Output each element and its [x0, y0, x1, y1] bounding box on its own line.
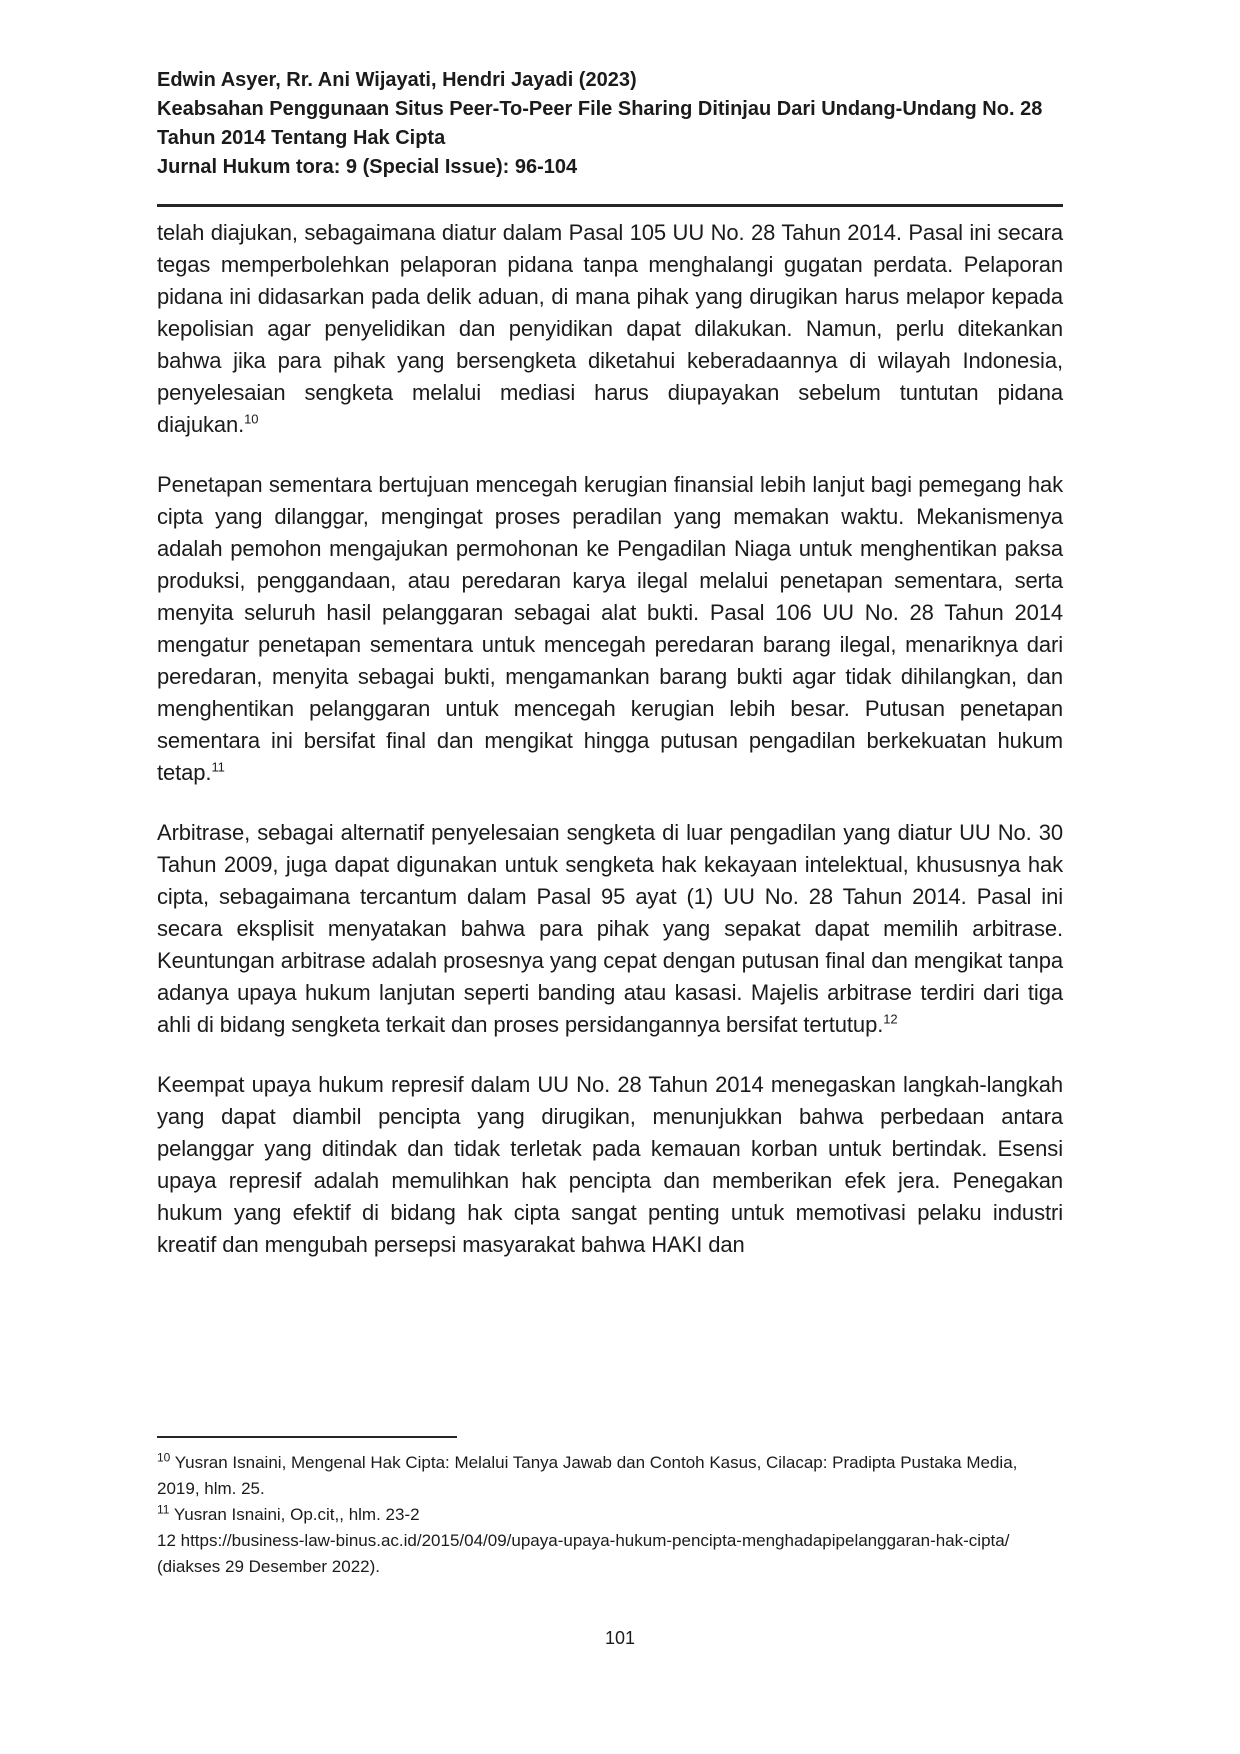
footnote-marker: 11 [157, 1502, 170, 1517]
paper-title: Keabsahan Penggunaan Situs Peer-To-Peer File Sharing Ditinjau Dari Undang-Undang No. 28 Tahun 2014 Tentang Hak Cipta [157, 98, 1043, 149]
footnote-reference: 10 [244, 411, 259, 427]
body-paragraph: Penetapan sementara bertujuan mencegah kerugian finansial lebih lanjut bagi pemegang hak cipta yang dilanggar, mengingat proses peradilan yang memakan waktu. Mekanismenya adalah pemohon mengajukan permohonan ke Pengadilan Niaga untuk menghentikan paksa produksi, penggandaan, atau peredaran karya ilegal melalui penetapan sementara, serta menyita seluruh hasil pelanggaran sebagai alat bukti. Pasal 106 UU No. 28 Tahun 2014 mengatur penetapan sementara untuk mencegah peredaran barang ilegal, menariknya dari peredaran, menyita sebagai bukti, mengamankan barang bukti agar tidak dihilangkan, dan menghentikan pelanggaran untuk mencegah kerugian lebih besar. Putusan penetapan sementara ini bersifat final dan mengikat hingga putusan pengadilan berkekuatan hukum tetap.$^{11}$ [157, 472, 1063, 785]
footnote-item: 12 https://business-law-binus.ac.id/2015/04/09/upaya-upaya-hukum-pencipta-menghadapipelanggaran-hak-cipta/ (diakses 29 Desember 2022). [157, 1531, 1010, 1576]
header-divider-rule [157, 204, 1063, 207]
body-text [157, 217, 1063, 1289]
page-number: 101 [604, 1628, 636, 1648]
footnote-marker: 10 [157, 1450, 171, 1465]
footnote-list [157, 1450, 1063, 1580]
footnote-reference: 11 [211, 759, 225, 775]
footnotes-section [157, 1436, 1063, 1580]
journal-citation: Jurnal Hukum tora: 9 (Special Issue): 96-104 [157, 156, 578, 178]
body-paragraph: telah diajukan, sebagaimana diatur dalam Pasal 105 UU No. 28 Tahun 2014. Pasal ini secara tegas memperbolehkan pelaporan pidana tanpa menghalangi gugatan perdata. Pelaporan pidana ini didasarkan pada delik aduan, di mana pihak yang dirugikan harus melapor kepada kepolisian agar penyelidikan dan penyidikan dapat dilakukan. Namun, perlu ditekankan bahwa jika para pihak yang bersengketa diketahui keberadaannya di wilayah Indonesia, penyelesaian sengketa melalui mediasi harus diupayakan sebelum tuntutan pidana diajukan.$^{10}$ [157, 220, 1063, 437]
footnote-item: $^{10}$ Yusran Isnaini, Mengenal Hak Cipta: Melalui Tanya Jawab dan Contoh Kasus, Cilacap: Pradipta Pustaka Media, 2019, hlm. 25. [157, 1450, 1018, 1498]
footnote-item: $^{11}$ Yusran Isnaini, Op.cit,, hlm. 23-2 [157, 1502, 420, 1524]
authors-line: Edwin Asyer, Rr. Ani Wijayati, Hendri Jayadi (2023) [157, 69, 637, 91]
body-paragraph: Arbitrase, sebagai alternatif penyelesaian sengketa di luar pengadilan yang diatur UU No. 30 Tahun 2009, juga dapat digunakan untuk sengketa hak kekayaan intelektual, khususnya hak cipta, sebagaimana tercantum dalam Pasal 95 ayat (1) UU No. 28 Tahun 2014. Pasal ini secara eksplisit menyatakan bahwa para pihak yang sepakat dapat memilih arbitrase. Keuntungan arbitrase adalah prosesnya yang cepat dengan putusan final dan mengikat tanpa adanya upaya hukum lanjutan seperti banding atau kasasi. Majelis arbitrase terdiri dari tiga ahli di bidang sengketa terkait dan proses persidangannya bersifat tertutup.$^{12}$ [157, 820, 1063, 1037]
footnote-separator-rule [157, 1436, 457, 1438]
paper-header [157, 66, 1063, 182]
body-paragraph: Keempat upaya hukum represif dalam UU No. 28 Tahun 2014 menegaskan langkah-langkah yang dapat diambil pencipta yang dirugikan, menunjukkan bahwa perbedaan antara pelanggar yang ditindak dan tidak terletak pada kemauan korban untuk bertindak. Esensi upaya represif adalah memulihkan hak pencipta dan memberikan efek jera. Penegakan hukum yang efektif di bidang hak cipta sangat penting untuk memotivasi pelaku industri kreatif dan mengubah persepsi masyarakat bahwa HAKI dan [157, 1072, 1063, 1257]
footnote-reference: 12 [883, 1011, 898, 1027]
